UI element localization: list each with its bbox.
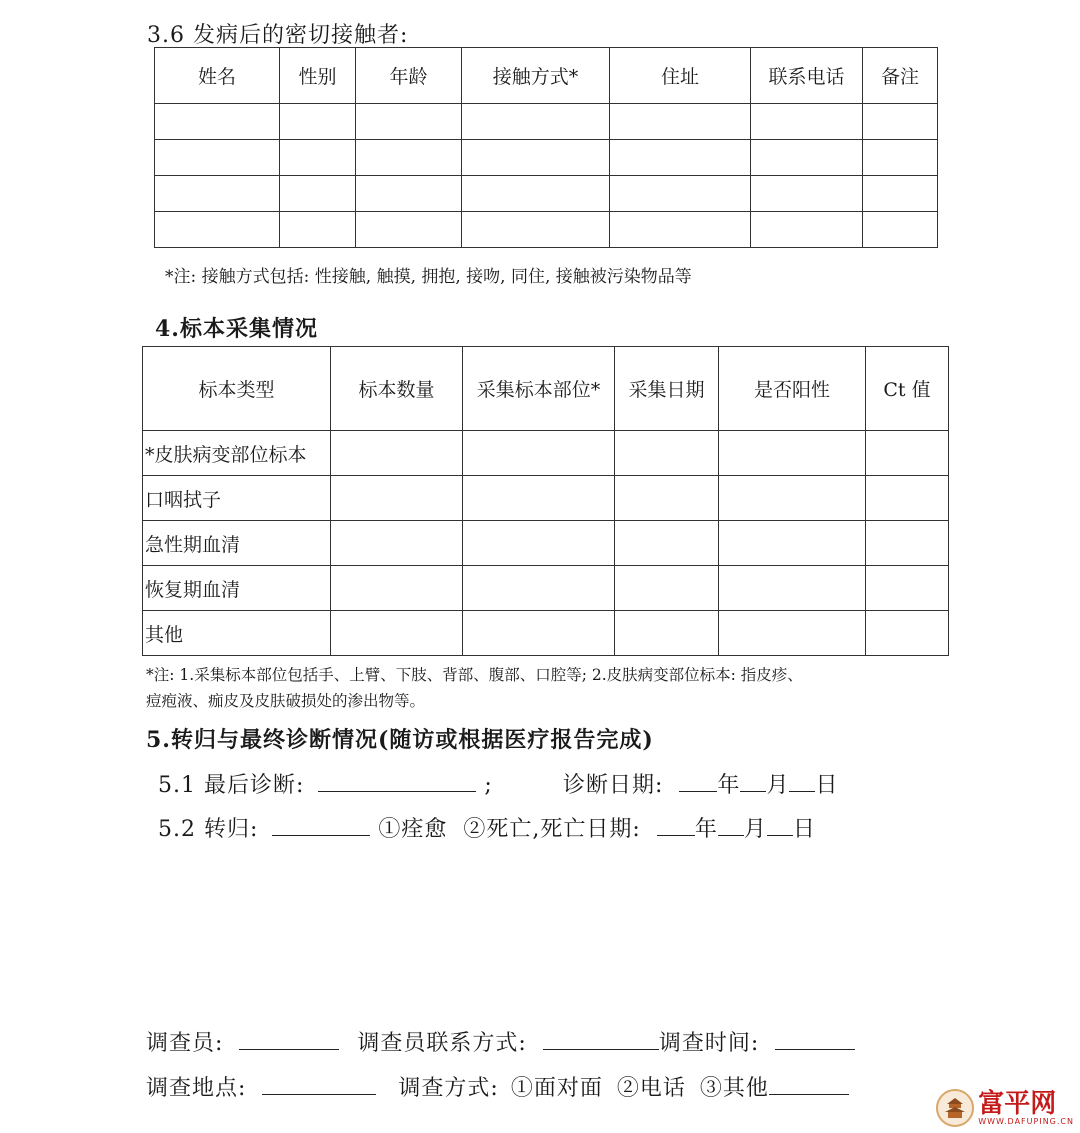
day-unit: 日 (792, 817, 816, 842)
contacts-table (154, 47, 938, 248)
diagnosis-date-label: 诊断日期: (563, 773, 664, 798)
header-sex: 性别 (280, 48, 356, 104)
table-row (155, 176, 938, 212)
investigator-contact-blank[interactable] (543, 1029, 659, 1050)
year-unit: 年 (694, 817, 718, 842)
diagnosis-separator: ; (484, 773, 493, 798)
row-label: 口咽拭子 (143, 476, 331, 521)
watermark-title: 富平网 (978, 1088, 1057, 1119)
header-phone: 联系电话 (751, 48, 863, 104)
month-unit: 月 (766, 773, 790, 798)
header-age: 年龄 (356, 48, 462, 104)
method-option-face[interactable]: ①面对面 (510, 1076, 603, 1101)
contacts-table-header (155, 48, 938, 104)
investigation-method-label: 调查方式: (398, 1076, 499, 1101)
section-5-title: 5.转归与最终诊断情况(随访或根据医疗报告完成) (146, 727, 654, 753)
outcome-dead-option[interactable]: ②死亡, (463, 817, 541, 842)
table-row (155, 212, 938, 248)
header-address: 住址 (610, 48, 751, 104)
diagnosis-blank[interactable] (318, 771, 476, 792)
diagnosis-month-blank[interactable] (740, 771, 766, 792)
death-day-blank[interactable] (767, 815, 793, 836)
section-4-title: 4.标本采集情况 (155, 316, 318, 342)
row-label: 其他 (143, 611, 331, 656)
day-unit: 日 (815, 773, 839, 798)
diagnosis-date-row (563, 768, 838, 799)
specimen-table (142, 346, 949, 656)
row-label: 急性期血清 (143, 521, 331, 566)
month-unit: 月 (743, 817, 767, 842)
table-row (143, 521, 949, 566)
investigator-contact-label: 调查员联系方式: (357, 1031, 527, 1056)
investigation-time-label: 调查时间: (658, 1031, 760, 1056)
year-unit: 年 (717, 773, 741, 798)
watermark-site: WWW.DAFUPING.CN (978, 1116, 1074, 1126)
header-contact-type: 接触方式* (462, 48, 610, 104)
specimen-table-header (143, 347, 949, 431)
investigation-place-label: 调查地点: (146, 1076, 247, 1101)
diagnosis-label: 5.1 最后诊断: (158, 773, 305, 798)
investigation-place-blank[interactable] (262, 1074, 376, 1095)
footer-row-2 (146, 1071, 849, 1102)
death-month-blank[interactable] (718, 815, 744, 836)
method-other-blank[interactable] (769, 1074, 849, 1095)
table-row (155, 104, 938, 140)
investigator-blank[interactable] (239, 1029, 339, 1050)
table-row (155, 140, 938, 176)
outcome-label: 5.2 转归: (158, 817, 259, 842)
table-row (143, 611, 949, 656)
diagnosis-year-blank[interactable] (679, 771, 717, 792)
table-row (143, 476, 949, 521)
outcome-row (158, 812, 816, 843)
row-label: *皮肤病变部位标本 (143, 431, 331, 476)
method-option-phone[interactable]: ②电话 (616, 1076, 686, 1101)
table-row (143, 431, 949, 476)
table-row (143, 566, 949, 611)
specimen-note-line1: *注: 1.采集标本部位包括手、上臂、下肢、背部、腹部、口腔等; 2.皮肤病变部位标本: 指皮疹、 (146, 666, 803, 684)
header-name: 姓名 (155, 48, 280, 104)
header-collect-date: 采集日期 (615, 347, 719, 431)
investigator-label: 调查员: (146, 1031, 224, 1056)
site-watermark (936, 1089, 1074, 1127)
header-ct-value: Ct 值 (866, 347, 949, 431)
specimen-note-line2: 痘疱液、痂皮及皮肤破损处的渗出物等。 (146, 692, 426, 710)
death-date-label: 死亡日期: (540, 817, 641, 842)
header-positive: 是否阳性 (719, 347, 866, 431)
death-year-blank[interactable] (657, 815, 695, 836)
method-option-other[interactable]: ③其他 (699, 1076, 769, 1101)
header-specimen-site: 采集标本部位* (463, 347, 615, 431)
diagnosis-day-blank[interactable] (789, 771, 815, 792)
outcome-cured-option[interactable]: ①痊愈 (378, 817, 448, 842)
contacts-note: *注: 接触方式包括: 性接触, 触摸, 拥抱, 接吻, 同住, 接触被污染物品等 (165, 267, 692, 287)
header-specimen-count: 标本数量 (331, 347, 463, 431)
section-3-6-title: 3.6 发病后的密切接触者: (147, 23, 409, 48)
investigation-time-blank[interactable] (775, 1029, 855, 1050)
row-label: 恢复期血清 (143, 566, 331, 611)
pagoda-logo-icon (936, 1089, 974, 1127)
outcome-blank[interactable] (272, 815, 370, 836)
header-remark: 备注 (863, 48, 938, 104)
footer-row-1 (146, 1026, 855, 1057)
header-specimen-type: 标本类型 (143, 347, 331, 431)
diagnosis-row (158, 768, 493, 799)
